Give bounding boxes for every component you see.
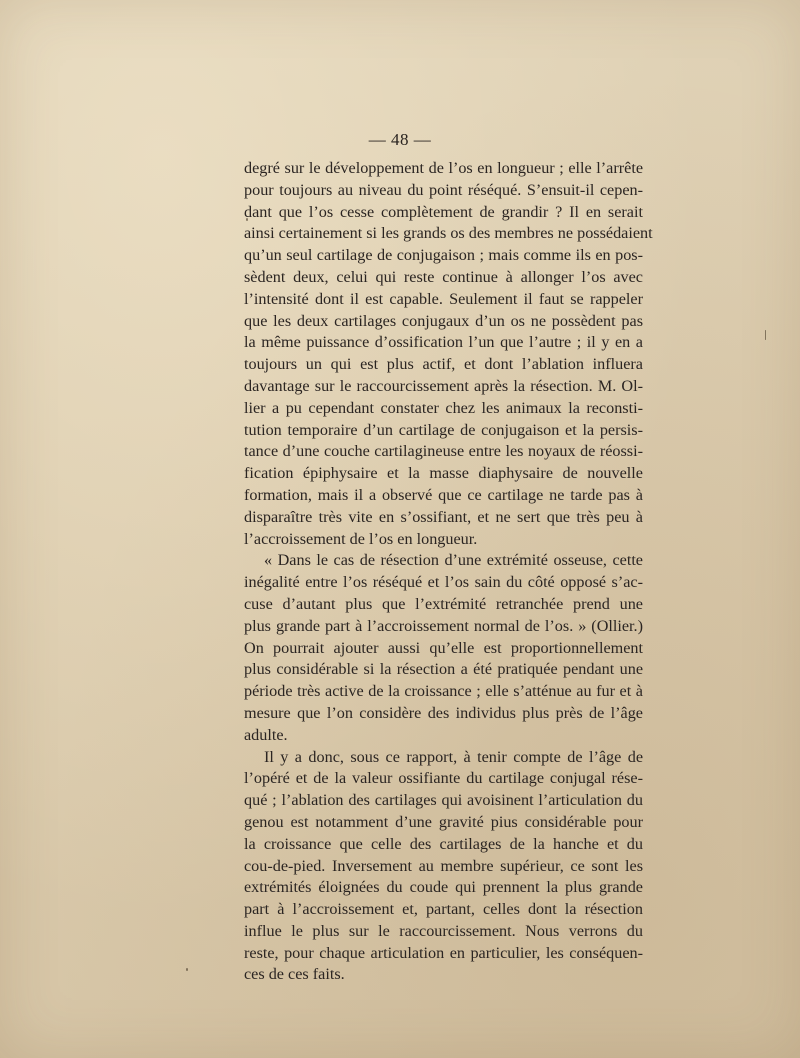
text-line: toujours un qui est plus actif, et dont l’ablation influera [244,355,643,374]
text-line: plus considérable si la résection a été pratiquée pendant une [244,660,643,679]
text-line: formation, mais il a observé que ce cartilage ne tarde pas à [244,485,643,504]
text-line: adulte. [244,725,288,744]
text-line: tance d’une couche cartilagineuse entre les noyaux de réossi- [244,442,643,461]
text-line: que les deux cartilages conjugaux d’un os ne possèdent pas [244,311,643,330]
text-line: pour toujours au niveau du point réséqué. S’ensuit-il cepen- [244,180,643,199]
text-line: mesure que l’on considère des individus plus près de l’âge [244,703,643,722]
text-body [244,158,653,986]
paragraph [244,158,653,550]
ink-speck [765,330,766,340]
text-line: inégalité entre l’os réséqué et l’os sain du côté opposé s’ac- [244,573,643,592]
text-line: ces de ces faits. [244,965,345,984]
text-line: influe le plus sur le raccourcissement. Nous verrons du [244,921,643,940]
ink-speck [186,968,188,971]
text-line: dant que l’os cesse complètement de grandir ? Il en serait [244,202,643,221]
text-line: plus grande part à l’accroissement normal de l’os. » (Ollier.) [244,616,643,635]
paragraph [244,747,643,987]
text-line: davantage sur le raccourcissement après la résection. M. Ol- [244,376,643,395]
text-line: On pourrait ajouter aussi qu’elle est proportionnellement [244,638,643,657]
text-line: l’intensité dont il est capable. Seulement il faut se rappeler [244,289,643,308]
text-line: degré sur le développement de l’os en longueur ; elle l’arrête [244,159,643,177]
text-line: « Dans le cas de résection d’une extrémité osseuse, cette [264,551,643,570]
page-number: — 48 — [368,130,432,149]
text-line: la même puissance d’ossification l’un que l’autre ; il y en a [244,333,643,352]
text-line: période très active de la croissance ; elle s’atténue au fur et à [244,682,643,701]
text-line: tution temporaire d’un cartilage de conjugaison et la persis- [244,420,643,439]
text-line: sèdent deux, celui qui reste continue à allonger l’os avec [244,267,643,286]
text-line: qué ; l’ablation des cartilages qui avoisinent l’articulation du [244,791,643,810]
text-line: reste, pour chaque articulation en particulier, les conséquen- [244,943,643,962]
paragraph [244,550,643,746]
text-line: lier a pu cependant constater chez les animaux la reconsti- [244,398,643,417]
text-line: l’opéré et de la valeur ossifiante du cartilage conjugal rése- [244,769,643,788]
text-line: extrémités éloignées du coude qui prennent la plus grande [244,878,643,897]
text-line: qu’un seul cartilage de conjugaison ; mais comme ils en pos- [244,246,643,265]
text-line: ainsi certainement si les grands os des membres ne possédaient [244,224,653,243]
text-line: cuse d’autant plus que l’extrémité retranchée prend une [244,594,643,613]
text-line: l’accroissement de l’os en longueur. [244,529,478,548]
text-line: part à l’accroissement et, partant, celles dont la résection [244,900,643,919]
text-line: genou est notamment d’une gravité pius considérable pour [244,812,643,831]
text-line: cou-de-pied. Inversement au membre supérieur, ce sont les [244,856,643,875]
text-line: disparaître très vite en s’ossifiant, et ne sert que très peu à [244,507,643,526]
text-line: fication épiphysaire et la masse diaphysaire de nouvelle [244,464,643,483]
text-line: la croissance que celle des cartilages de la hanche et du [244,834,643,853]
text-line: Il y a donc, sous ce rapport, à tenir compte de l’âge de [264,747,643,766]
